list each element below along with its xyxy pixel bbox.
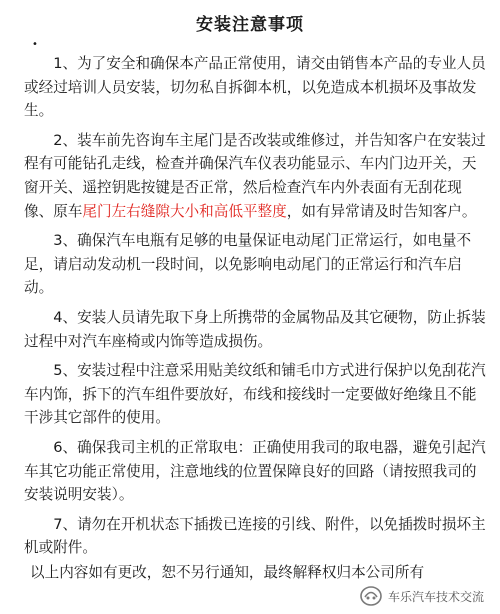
bullet-mark: • (32, 39, 38, 50)
paragraph-2-text: 2、装车前先咨询车主尾门是否改装或维修过，并告知客户在安装过程有可能钻孔走线，检查并确保汽车仪表功能显示、车内门边开关，天窗开关、遥控钥匙按键是否正常，然后检查汽车内外表面有无刮花现像、原车 (24, 131, 486, 220)
paragraph-2 (24, 129, 486, 223)
wechat-official-account-icon (358, 584, 384, 608)
paragraph-5: 5、安装过程中注意采用贴美纹纸和铺毛巾方式进行保护以免刮花汽车内饰，拆下的汽车组件要放好，布线和接线时一定要做好绝缘且不能干涉其它部件的使用。 (24, 362, 486, 427)
highlighted-text: 尾门左右缝隙大小和高低平整度 (82, 202, 287, 220)
document-title: 安装注意事项 (196, 15, 304, 35)
watermark (358, 582, 498, 610)
document-body (24, 52, 486, 566)
watermark-text: 车乐汽车技术交流 (388, 589, 485, 604)
paragraph-3: 3、确保汽车电瓶有足够的电量保证电动尾门正常运行，如电量不足，请启动发动机一段时间，以免影响电动尾门的正常运行和汽车启动。 (24, 232, 472, 297)
paragraph-6: 6、确保我司主机的正常取电：正确使用我司的取电器，避免引起汽车其它功能正常使用，注意地线的位置保障良好的回路（请按照我司的安装说明安装）。 (24, 438, 486, 504)
paragraph-1: 1、为了安全和确保本产品正常使用，请交由销售本产品的专业人员或经过培训人员安装，切勿私自拆御本机，以免造成本机损坏及事故发生。 (24, 55, 486, 120)
disclaimer-footer: 以上内容如有更改，恕不另行通知，最终解释权归本公司所有 (30, 564, 425, 581)
paragraph-2-text-end: ，如有异常请及时告知客户。 (286, 202, 477, 220)
paragraph-7: 7、请勿在开机状态下插拨已连接的引线、附件，以免插拨时损坏主机或附件。 (24, 515, 486, 557)
paragraph-4: 4、安装人员请先取下身上所携带的金属物品及其它硬物，防止拆装过程中对汽车座椅或内饰等造成损伤。 (24, 308, 486, 350)
